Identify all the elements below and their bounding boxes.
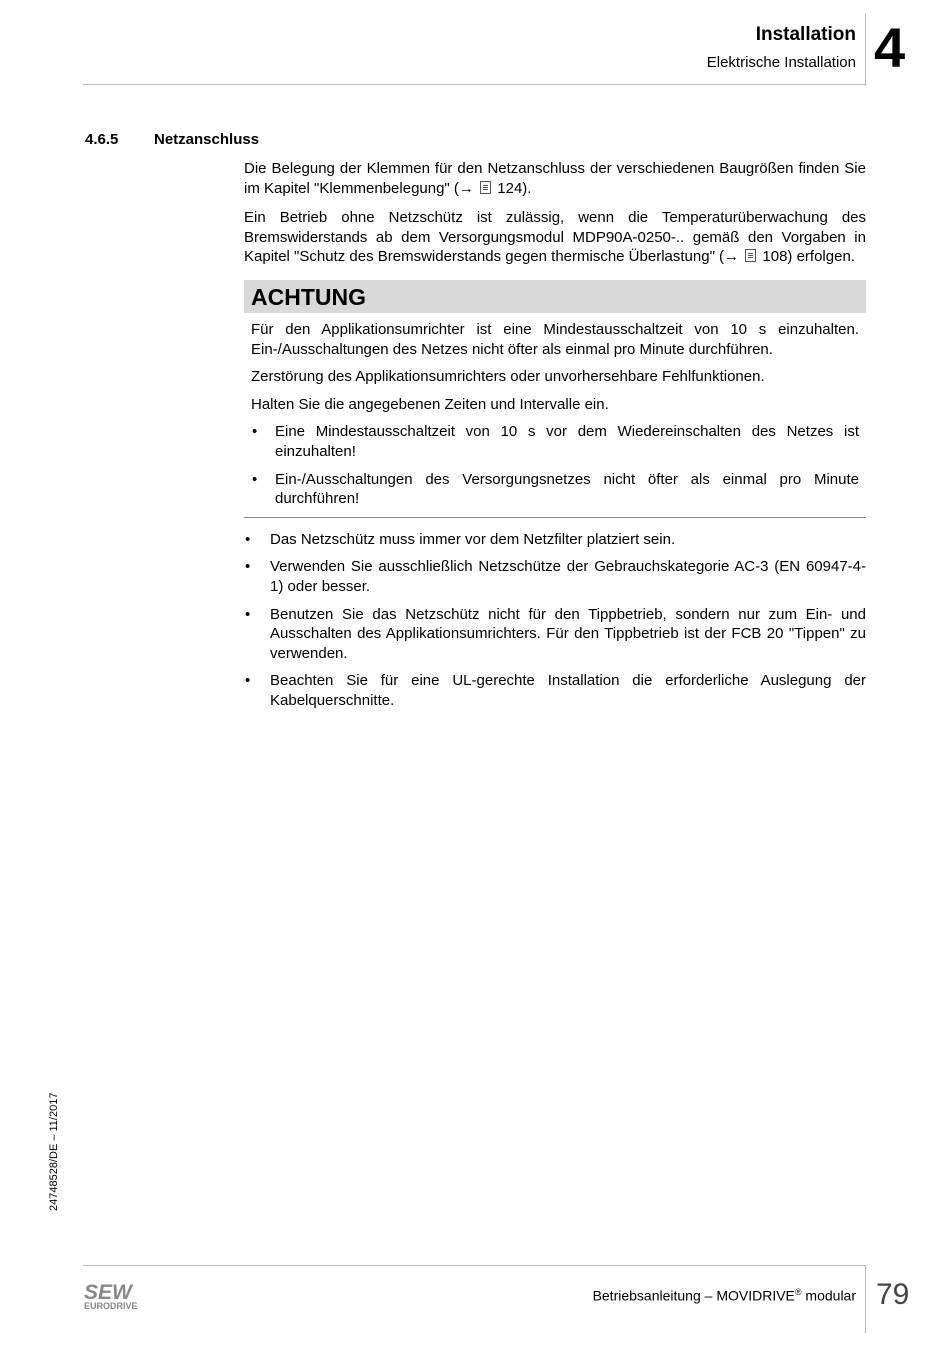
- sew-eurodrive-logo: [83, 1281, 153, 1311]
- paragraph-intro: [244, 159, 866, 198]
- page-reference-icon: [480, 181, 491, 194]
- document-id: 24748528/DE – 11/2017: [48, 1092, 60, 1211]
- list-item: • Beachten Sie für eine UL-gerechte Installation die erforderliche Auslegung der Kabelquerschnitte.: [244, 671, 866, 710]
- footer-title-suffix: modular: [801, 1287, 856, 1304]
- section-body: [244, 159, 866, 718]
- paragraph-contactor-text: Ein Betrieb ohne Netzschütz ist zulässig, wenn die Temperaturüberwachung des Bremswiderstands ab dem Versorgungsmodul MDP90A-0250-.. gemäß den Vorgaben in Kapitel "Schutz des Bremswiderstands gegen thermische Überlastung" (→: [244, 209, 866, 266]
- footer-rule: [83, 1265, 866, 1266]
- warning-header: [244, 280, 866, 313]
- warning-list: [251, 422, 859, 508]
- footer-document-title: [593, 1287, 856, 1304]
- paragraph-contactor: [244, 208, 866, 267]
- warning-title: ACHTUNG: [251, 283, 366, 310]
- list-item: • Ein-/Ausschaltungen des Versorgungsnetzes nicht öfter als einmal pro Minute durchführen!: [251, 470, 859, 509]
- paragraph-intro-ref: 124).: [493, 179, 532, 197]
- header-divider-vertical: [865, 14, 866, 86]
- list-item: • Verwenden Sie ausschließlich Netzschütze der Gebrauchskategorie AC-3 (EN 60947-4-1) oder besser.: [244, 557, 866, 596]
- footer-divider-vertical: [865, 1265, 866, 1333]
- page-reference-icon: [745, 249, 756, 262]
- warning-body: [244, 313, 866, 509]
- instruction-list: [244, 530, 866, 711]
- section-number: 4.6.5: [85, 131, 119, 148]
- warning-end-rule: [244, 517, 866, 518]
- paragraph-intro-text: Die Belegung der Klemmen für den Netzanschluss der verschiedenen Baugrößen finden Sie im Kapitel "Klemmenbelegung" (→: [244, 160, 866, 197]
- warning-consequence: Zerstörung des Applikationsumrichters oder unvorhersehbare Fehlfunktionen.: [251, 368, 765, 386]
- page-number: 79: [876, 1278, 910, 1311]
- logo-subline: EURODRIVE: [84, 1301, 138, 1311]
- chapter-number: 4: [874, 16, 906, 79]
- chapter-title: Installation: [755, 24, 856, 45]
- chapter-subtitle: Elektrische Installation: [706, 54, 856, 71]
- logo-wordmark: SEW: [84, 1281, 132, 1304]
- section-title: Netzanschluss: [154, 131, 260, 148]
- list-item: • Das Netzschütz muss immer vor dem Netzfilter platziert sein.: [244, 530, 866, 550]
- registered-mark: ®: [794, 1287, 802, 1297]
- list-item: • Eine Mindestausschaltzeit von 10 s vor dem Wiedereinschalten des Netzes ist einzuhalten!: [251, 422, 859, 461]
- warning-text: Für den Applikationsumrichter ist eine Mindestausschaltzeit von 10 s einzuhalten. Ein-/Ausschaltungen des Netzes nicht öfter als einmal pro Minute durchführen.: [251, 320, 859, 358]
- header-rule: [83, 84, 866, 85]
- footer-title-text: Betriebsanleitung – MOVIDRIVE: [592, 1287, 795, 1304]
- list-item: • Benutzen Sie das Netzschütz nicht für den Tippbetrieb, sondern nur zum Ein- und Ausschalten des Applikationsumrichters. Für den Tippbetrieb ist der FCB 20 "Tippen" zu verwenden.: [244, 605, 866, 664]
- paragraph-contactor-ref: 108) erfolgen.: [758, 248, 855, 266]
- warning-remedy: Halten Sie die angegebenen Zeiten und Intervalle ein.: [251, 395, 609, 413]
